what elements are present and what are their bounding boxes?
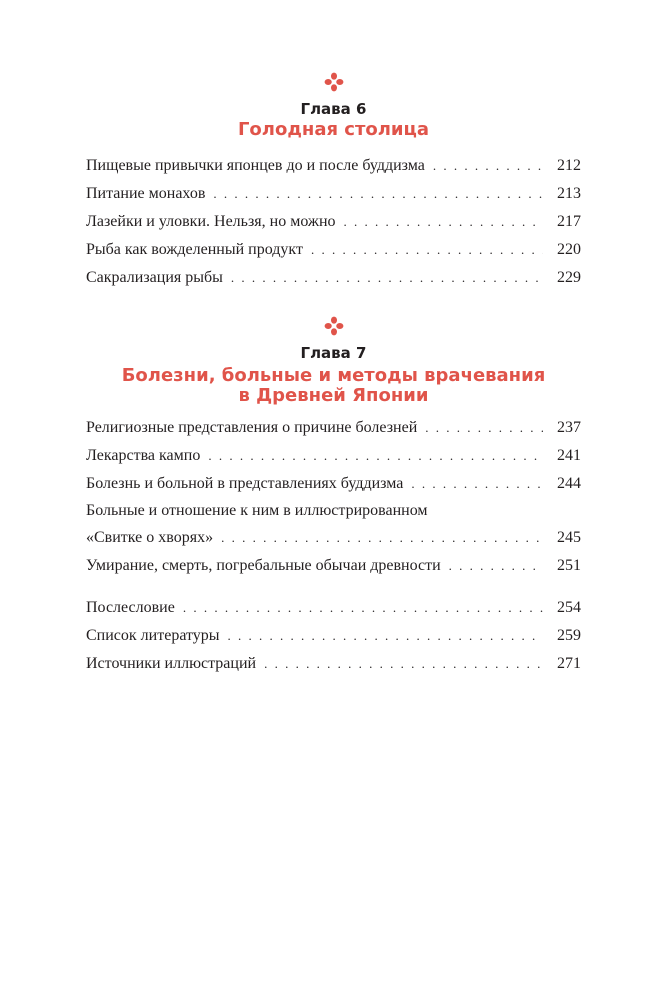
entry-title: Болезнь и больной в представлениях буддизма [86,475,404,492]
dot-leader [183,594,543,622]
entry-title: Религиозные представления о причине болезней [86,419,418,436]
toc-entry[interactable] [86,442,581,470]
entry-page-number: 241 [557,447,581,464]
entry-title-continued: «Свитке о хворях» [86,529,214,546]
entry-page-number: 271 [557,655,581,672]
toc-entry[interactable] [86,594,581,622]
toc-entry[interactable] [86,264,581,292]
entry-page-number: 237 [557,419,581,436]
chapter-label: Глава 6 [300,100,367,118]
entry-title: Питание монахов [86,185,206,202]
chapter-title: Голодная столица [237,119,430,140]
toc-entry[interactable] [86,498,581,552]
toc-list [86,152,581,292]
chapter-title [86,366,581,406]
toc-entry[interactable] [86,152,581,180]
dot-leader [425,414,543,442]
toc-entry[interactable] [86,414,581,442]
chapter-7 [86,316,581,580]
back-matter [86,594,581,678]
entry-title: Лазейки и уловки. Нельзя, но можно [86,213,336,230]
entry-title: Рыба как вожделенный продукт [86,241,303,258]
entry-title: Список литературы [86,627,220,644]
toc-entry[interactable] [86,236,581,264]
dot-leader [433,152,543,180]
entry-title: Источники иллюстраций [86,655,257,672]
toc-entry[interactable] [86,208,581,236]
entry-continuation [86,524,581,552]
dot-leader [344,208,543,236]
entry-title: Лекарства кампо [86,447,201,464]
entry-title: Послесловие [86,599,175,616]
entry-page-number: 254 [557,599,581,616]
entry-page-number: 213 [557,185,581,202]
toc-entry[interactable] [86,622,581,650]
dot-leader [449,552,543,580]
entry-page-number: 229 [557,269,581,286]
entry-page-number: 245 [557,529,581,546]
dot-leader [221,524,543,552]
flower-ornament-icon [324,316,344,336]
toc-list [86,414,581,580]
toc-entry[interactable] [86,650,581,678]
chapter-title-line: Болезни, больные и методы врачевания [121,365,546,386]
entry-title: Пищевые привычки японцев до и после буддизма [86,157,425,174]
entry-title: Сакрализация рыбы [86,269,223,286]
flower-ornament-icon [324,72,344,92]
entry-page-number: 212 [557,157,581,174]
entry-page-number: 220 [557,241,581,258]
entry-page-number: 217 [557,213,581,230]
entry-page-number: 244 [557,475,581,492]
entry-title: Умирание, смерть, погребальные обычаи древности [86,557,441,574]
dot-leader [231,264,543,292]
toc-entry[interactable] [86,180,581,208]
chapter-label: Глава 7 [300,344,367,362]
dot-leader [411,470,543,498]
dot-leader [264,650,543,678]
dot-leader [208,442,543,470]
dot-leader [311,236,543,264]
toc-entry[interactable] [86,470,581,498]
entry-page-number: 259 [557,627,581,644]
toc-entry[interactable] [86,552,581,580]
dot-leader [228,622,543,650]
chapter-6 [86,72,581,292]
toc-list [86,594,581,678]
chapter-title-line: в Древней Японии [238,385,429,406]
entry-title: Больные и отношение к ним в иллюстрированном [86,502,428,519]
dot-leader [213,180,543,208]
entry-page-number: 251 [557,557,581,574]
